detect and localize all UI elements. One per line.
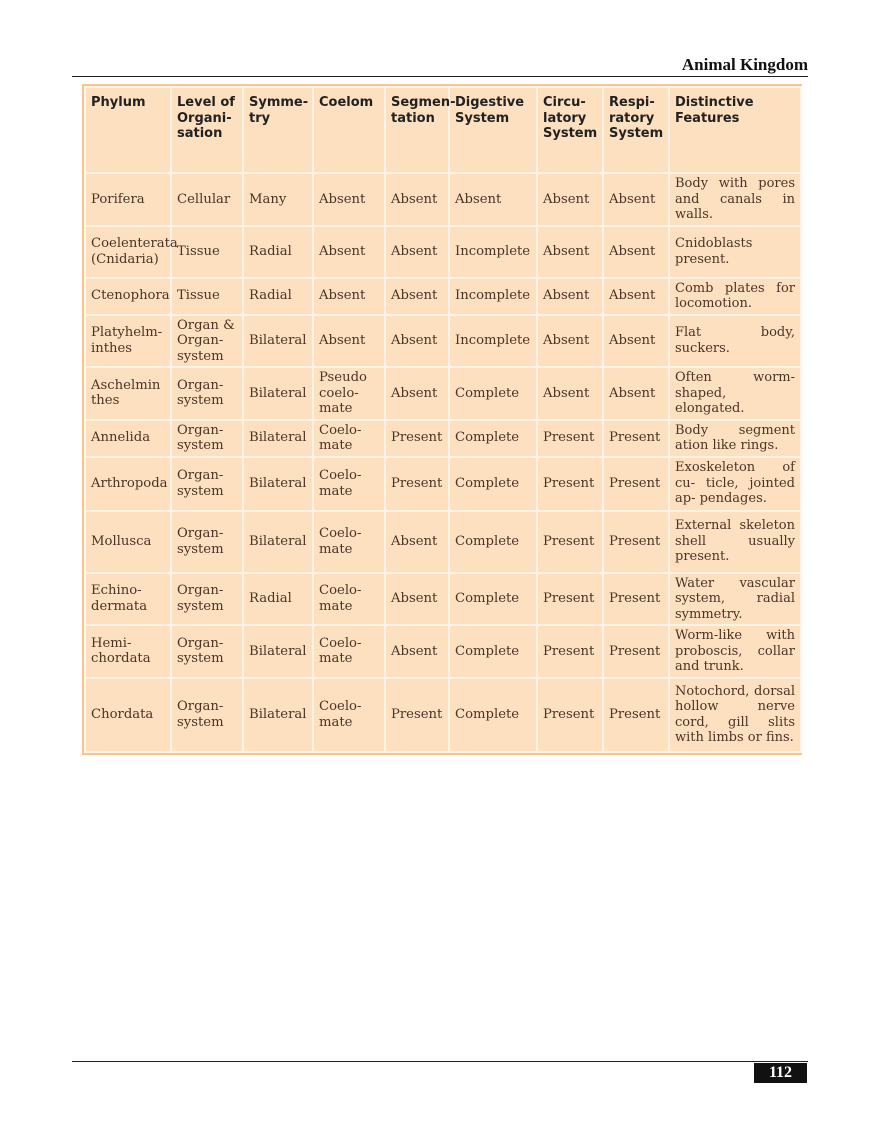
phylum-comparison-table: [82, 84, 802, 755]
table-cell: Radial: [243, 278, 313, 315]
table-cell: Incomplete: [449, 315, 537, 368]
table-cell: Present: [385, 457, 449, 511]
column-header: Coelom: [313, 87, 385, 173]
table-row: [85, 315, 801, 368]
table-cell: Bilateral: [243, 420, 313, 457]
table-cell: Arthropoda: [85, 457, 171, 511]
table-header-row: [85, 87, 801, 173]
table-row: [85, 367, 801, 420]
column-header: Symme- try: [243, 87, 313, 173]
table-cell: Present: [537, 625, 603, 678]
table-cell: Annelida: [85, 420, 171, 457]
column-header: Segmen- tation: [385, 87, 449, 173]
table-cell: Bilateral: [243, 367, 313, 420]
table-cell: Cellular: [171, 173, 243, 226]
table-cell: Flat body, suckers.: [669, 315, 801, 368]
table-cell: Coelo- mate: [313, 420, 385, 457]
table-cell: Absent: [313, 173, 385, 226]
table-cell: Echino- dermata: [85, 573, 171, 626]
table-cell: Aschelmin thes: [85, 367, 171, 420]
table-cell: Organ- system: [171, 511, 243, 573]
column-header: Level of Organi- sation: [171, 87, 243, 173]
table-cell: Hemi- chordata: [85, 625, 171, 678]
table-cell: Organ- system: [171, 678, 243, 752]
table-cell: Absent: [537, 315, 603, 368]
table-cell: Absent: [385, 573, 449, 626]
table-cell: Bilateral: [243, 457, 313, 511]
table-cell: Complete: [449, 511, 537, 573]
table-cell: Coelo- mate: [313, 457, 385, 511]
table-cell: Mollusca: [85, 511, 171, 573]
table-cell: Absent: [313, 278, 385, 315]
table-cell: Present: [603, 678, 669, 752]
table-cell: Complete: [449, 457, 537, 511]
table-cell: Present: [385, 678, 449, 752]
table-row: [85, 573, 801, 626]
running-header-title: Animal Kingdom: [681, 55, 808, 74]
column-header: Phylum: [85, 87, 171, 173]
table-cell: Absent: [313, 315, 385, 368]
table-cell: Complete: [449, 420, 537, 457]
table-cell: Organ- system: [171, 457, 243, 511]
table-cell: Many: [243, 173, 313, 226]
table-row: [85, 511, 801, 573]
column-header: Circu- latory System: [537, 87, 603, 173]
table-cell: Complete: [449, 573, 537, 626]
table-cell: Present: [537, 678, 603, 752]
table-cell: Absent: [603, 226, 669, 278]
table-cell: Body with pores and canals in walls.: [669, 173, 801, 226]
table-cell: Coelo- mate: [313, 573, 385, 626]
table-cell: Tissue: [171, 278, 243, 315]
table-cell: Present: [537, 511, 603, 573]
table-cell: Incomplete: [449, 226, 537, 278]
table-cell: Exoskeleton of cu- ticle, jointed ap- pendages.: [669, 457, 801, 511]
table-cell: Organ- system: [171, 420, 243, 457]
table-cell: Present: [603, 457, 669, 511]
table-cell: Present: [603, 573, 669, 626]
table-cell: Present: [603, 511, 669, 573]
table-cell: Present: [537, 573, 603, 626]
table-cell: Present: [603, 625, 669, 678]
table-cell: Chordata: [85, 678, 171, 752]
table-cell: Absent: [385, 226, 449, 278]
table-cell: Incomplete: [449, 278, 537, 315]
table-cell: Water vascular system, radial symmetry.: [669, 573, 801, 626]
table-cell: Absent: [385, 315, 449, 368]
table-cell: Body segment ation like rings.: [669, 420, 801, 457]
table-cell: Bilateral: [243, 511, 313, 573]
header-rule: [72, 76, 808, 77]
table-cell: Absent: [603, 367, 669, 420]
table-cell: Bilateral: [243, 678, 313, 752]
table-cell: Porifera: [85, 173, 171, 226]
table-cell: Notochord, dorsal hollow nerve cord, gill slits with limbs or fins.: [669, 678, 801, 752]
table-cell: Coelo- mate: [313, 625, 385, 678]
table-row: [85, 226, 801, 278]
table-row: [85, 625, 801, 678]
table-row: [85, 278, 801, 315]
table-cell: Absent: [313, 226, 385, 278]
table-cell: Absent: [603, 278, 669, 315]
table-cell: Absent: [537, 226, 603, 278]
table-cell: Absent: [603, 173, 669, 226]
table-cell: Platyhelm- inthes: [85, 315, 171, 368]
table-cell: Often worm- shaped, elongated.: [669, 367, 801, 420]
table-cell: Worm-like with proboscis, collar and trunk.: [669, 625, 801, 678]
table-cell: Complete: [449, 678, 537, 752]
table-cell: Organ- system: [171, 573, 243, 626]
table-cell: Absent: [385, 278, 449, 315]
table-cell: Absent: [603, 315, 669, 368]
footer-rule: [72, 1061, 808, 1062]
table-cell: Present: [603, 420, 669, 457]
table-cell: Absent: [385, 367, 449, 420]
table-cell: Complete: [449, 625, 537, 678]
table-row: [85, 173, 801, 226]
column-header: Digestive System: [449, 87, 537, 173]
table-cell: Complete: [449, 367, 537, 420]
table-cell: Coelo- mate: [313, 678, 385, 752]
table-cell: Present: [385, 420, 449, 457]
table-cell: Bilateral: [243, 625, 313, 678]
table-cell: Comb plates for locomotion.: [669, 278, 801, 315]
table-cell: Present: [537, 420, 603, 457]
table-cell: External skeleton shell usually present.: [669, 511, 801, 573]
table-cell: Absent: [537, 367, 603, 420]
table-cell: Present: [537, 457, 603, 511]
table-cell: Absent: [385, 511, 449, 573]
table-row: [85, 678, 801, 752]
table-cell: Absent: [385, 173, 449, 226]
table-cell: Coelenterata (Cnidaria): [85, 226, 171, 278]
table-cell: Ctenophora: [85, 278, 171, 315]
table-cell: Bilateral: [243, 315, 313, 368]
table-row: [85, 457, 801, 511]
table-cell: Radial: [243, 226, 313, 278]
table-cell: Organ- system: [171, 367, 243, 420]
page-number: 112: [754, 1063, 807, 1083]
table-cell: Absent: [537, 278, 603, 315]
table-cell: Absent: [385, 625, 449, 678]
table-cell: Organ & Organ- system: [171, 315, 243, 368]
table-cell: Cnidoblasts present.: [669, 226, 801, 278]
table-cell: Radial: [243, 573, 313, 626]
column-header: Respi- ratory System: [603, 87, 669, 173]
table-cell: Absent: [537, 173, 603, 226]
table-cell: Organ- system: [171, 625, 243, 678]
column-header: Distinctive Features: [669, 87, 801, 173]
table-row: [85, 420, 801, 457]
table-cell: Pseudo coelo- mate: [313, 367, 385, 420]
table-cell: Tissue: [171, 226, 243, 278]
table-cell: Coelo- mate: [313, 511, 385, 573]
table-cell: Absent: [449, 173, 537, 226]
